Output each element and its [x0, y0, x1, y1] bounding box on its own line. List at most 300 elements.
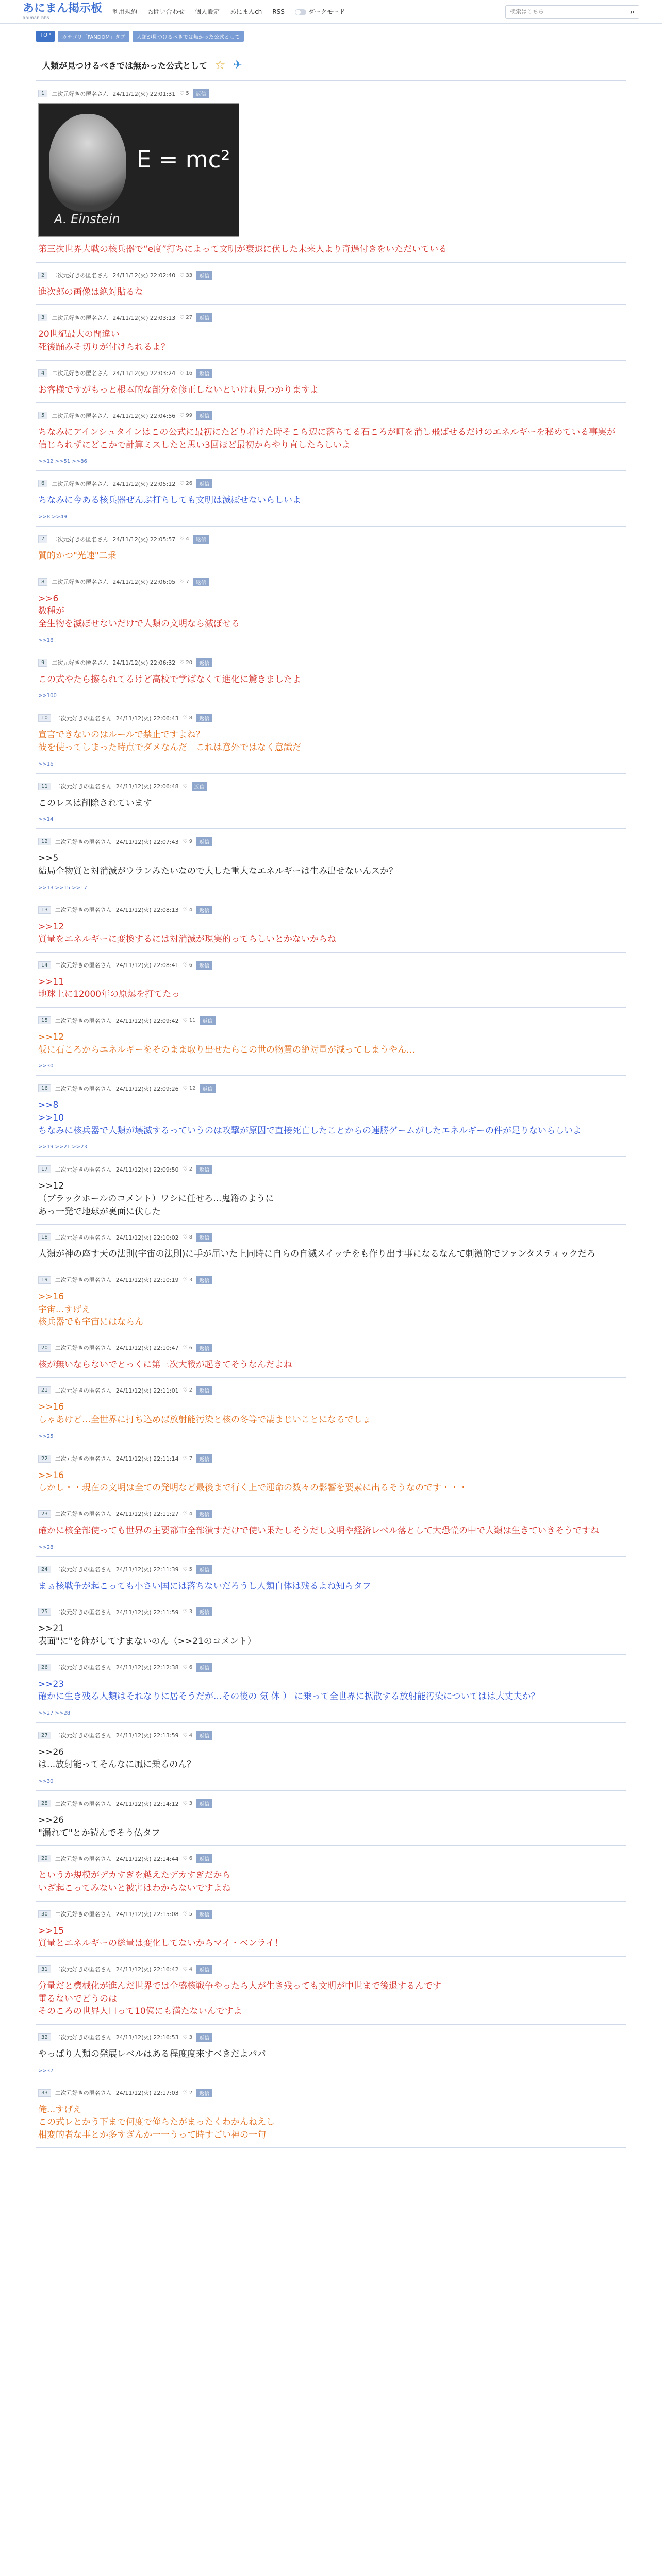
- like-count[interactable]: ♡ 8: [183, 1234, 193, 1241]
- like-value: 3: [189, 1277, 193, 1283]
- like-count[interactable]: ♡ 6: [183, 1856, 193, 1862]
- post-body: 核が無いならないでとっくに第三次大戦が起きてそうなんだよね: [38, 1359, 292, 1370]
- post-date: 24/11/12(火) 22:11:39: [115, 1566, 179, 1573]
- reply-button[interactable]: 返信: [196, 1565, 212, 1574]
- post-date: 24/11/12(火) 22:02:40: [112, 272, 176, 279]
- list-item: [36, 1957, 626, 2025]
- like-value: 99: [186, 413, 193, 419]
- post-body: ちなみにアインシュタインはこの公式に最初にたどり着けた時そこら辺に落ちてる石ころが町を消し飛ばせるだけのエネルギーを秘めている事実が信じられずにどこかで計算ミスしたと思い3回ほど最初からやり直したらしいよ: [38, 427, 616, 450]
- reply-button[interactable]: 返信: [196, 837, 212, 846]
- post-body: 質的かつ"光速"二乗: [38, 551, 117, 562]
- post-number[interactable]: 17: [38, 1165, 51, 1173]
- reply-button[interactable]: 返信: [196, 1165, 212, 1174]
- reply-links[interactable]: >>27 >>28: [38, 1710, 71, 1716]
- like-count[interactable]: ♡ 5: [183, 1911, 193, 1917]
- post-number[interactable]: 29: [38, 1855, 51, 1862]
- post-meta: [38, 89, 624, 98]
- post-number[interactable]: 7: [38, 535, 47, 543]
- post-meta: [38, 535, 624, 544]
- post-image[interactable]: [38, 103, 239, 237]
- list-item: [36, 1076, 626, 1157]
- post-meta: [38, 1910, 624, 1919]
- post-meta: [38, 1016, 624, 1025]
- post-meta: [38, 1731, 624, 1740]
- list-item: [36, 2025, 626, 2080]
- list-item: [36, 1723, 626, 1791]
- post-number[interactable]: 26: [38, 1664, 51, 1671]
- post-meta: [38, 1799, 624, 1808]
- reply-button[interactable]: 返信: [196, 906, 212, 914]
- post-meta: [38, 1565, 624, 1574]
- reply-button[interactable]: 返信: [193, 535, 209, 544]
- logo-subtitle: animan bbs: [23, 15, 49, 20]
- post-date: 24/11/12(火) 22:08:13: [115, 907, 179, 914]
- breadcrumb-category[interactable]: カテゴリ「FANDOM」タブ: [58, 31, 129, 42]
- reply-links[interactable]: >>12 >>51 >>86: [38, 459, 87, 465]
- reply-links[interactable]: >>8 >>49: [38, 514, 67, 520]
- reply-button[interactable]: 返信: [196, 1607, 212, 1616]
- like-count[interactable]: ♡ 9: [183, 839, 193, 845]
- post-date: 24/11/12(火) 22:06:43: [115, 715, 179, 722]
- poster-name: 二次元好きの匿名さん: [55, 838, 112, 845]
- post-number[interactable]: 3: [38, 314, 47, 321]
- thread-title-bar: [36, 49, 626, 81]
- reply-links[interactable]: >>30: [38, 1778, 54, 1785]
- post-number[interactable]: 13: [38, 906, 51, 914]
- post-date: 24/11/12(火) 22:07:43: [115, 838, 179, 845]
- post-body: 宣言できないのはルールで禁止ですよね？ 彼を使ってしまった時点でダメなんだ これは意外ではなく意識だ: [38, 730, 301, 753]
- like-count[interactable]: ♡ 26: [179, 481, 193, 487]
- post-meta: [38, 1276, 624, 1284]
- like-value: 4: [186, 536, 189, 543]
- post-meta: [38, 313, 624, 322]
- poster-name: 二次元好きの匿名さん: [55, 1566, 112, 1573]
- reply-links[interactable]: >>100: [38, 693, 57, 699]
- post-date: 24/11/12(火) 22:10:19: [115, 1277, 179, 1284]
- like-count[interactable]: ♡: [183, 783, 188, 789]
- reply-button[interactable]: 返信: [196, 2033, 212, 2042]
- list-item: [36, 1157, 626, 1225]
- reply-links[interactable]: >>30: [38, 1063, 54, 1070]
- reply-button[interactable]: 返信: [196, 961, 212, 970]
- reply-links[interactable]: >>16: [38, 761, 54, 767]
- list-item: [36, 1225, 626, 1267]
- post-meta: [38, 1386, 624, 1395]
- breadcrumb-top[interactable]: TOP: [36, 31, 55, 42]
- reply-button[interactable]: 返信: [196, 1454, 212, 1463]
- header-nav: [112, 7, 345, 16]
- post-meta: [38, 2089, 624, 2097]
- post-date: 24/11/12(火) 22:16:53: [115, 2034, 179, 2041]
- like-value: 27: [186, 315, 193, 321]
- post-date: 24/11/12(火) 22:16:42: [115, 1966, 179, 1973]
- post-number[interactable]: 5: [38, 412, 47, 419]
- like-count[interactable]: ♡ 3: [183, 2034, 193, 2040]
- post-body: >>8 >>10 ちなみに核兵器で人類が壊滅するっていうのは攻撃が原因で直接死亡したことからの連勝ゲームがしたエネルギーの件が足りないらしいよ: [38, 1100, 582, 1136]
- post-number[interactable]: 1: [38, 90, 47, 97]
- like-count[interactable]: ♡ 4: [183, 1732, 193, 1738]
- post-date: 24/11/12(火) 22:06:05: [112, 579, 176, 586]
- reply-button[interactable]: 返信: [196, 411, 212, 420]
- post-meta: [38, 906, 624, 914]
- reply-button[interactable]: 返信: [196, 479, 212, 488]
- post-meta: [38, 1854, 624, 1863]
- reply-button[interactable]: 返信: [196, 1799, 212, 1808]
- reply-links[interactable]: >>13 >>15 >>17: [38, 885, 87, 891]
- post-number[interactable]: 18: [38, 1233, 51, 1241]
- favorite-star-icon[interactable]: ☆: [214, 58, 226, 72]
- post-body: 第三次世界大戦の核兵器で“e度”打ちによって文明が衰退に伏した未来人より奇遇付きをいただいている: [38, 244, 448, 255]
- list-item: [36, 1008, 626, 1076]
- post-body: やっぱり人類の発展レベルはある程度度来すべきだよパパ: [38, 2048, 266, 2059]
- poster-name: 二次元好きの匿名さん: [55, 907, 112, 914]
- poster-name: 二次元好きの匿名さん: [52, 412, 109, 419]
- like-count[interactable]: ♡ 12: [183, 1086, 196, 1092]
- like-count[interactable]: ♡ 2: [183, 1387, 193, 1394]
- list-item: [36, 1599, 626, 1654]
- poster-name: 二次元好きの匿名さん: [55, 1608, 112, 1616]
- post-date: 24/11/12(火) 22:10:02: [115, 1234, 179, 1241]
- portrait-shape: [49, 114, 126, 212]
- post-number[interactable]: 28: [38, 1800, 51, 1807]
- like-value: 4: [189, 1966, 193, 1972]
- like-count[interactable]: ♡ 5: [183, 1566, 193, 1572]
- post-meta: [38, 271, 624, 280]
- reply-button[interactable]: 返信: [196, 1276, 212, 1284]
- post-number[interactable]: 8: [38, 578, 47, 586]
- post-number[interactable]: 12: [38, 838, 51, 845]
- post-number[interactable]: 23: [38, 1510, 51, 1518]
- post-list: [36, 81, 626, 2148]
- post-body: 20世紀最大の間違い 死後踊みそ切りが付けられるよ？: [38, 329, 170, 352]
- post-body: 進次郎の画像は絶対貼るな: [38, 286, 143, 297]
- post-body: >>12 （ブラックホールのコメント）ワシに任せろ...鬼籍のように あっ一発で地球が裏面に伏した: [38, 1181, 274, 1217]
- post-date: 24/11/12(火) 22:05:12: [112, 480, 176, 487]
- reply-links[interactable]: >>14: [38, 817, 54, 823]
- toggle-switch[interactable]: [295, 9, 306, 15]
- reply-links[interactable]: >>28: [38, 1544, 54, 1550]
- poster-name: 二次元好きの匿名さん: [55, 1911, 112, 1918]
- like-value: 8: [189, 1234, 193, 1241]
- like-count[interactable]: ♡ 5: [179, 91, 189, 96]
- reply-links[interactable]: >>16: [38, 637, 54, 643]
- list-item: [36, 305, 626, 360]
- post-date: 24/11/12(火) 22:11:59: [115, 1608, 179, 1616]
- poster-name: 二次元好きの匿名さん: [55, 1800, 112, 1807]
- breadcrumb-thread[interactable]: 人類が見つけるべきでは無かった公式として: [133, 31, 244, 42]
- post-body: 俺...すげえ この式レとかう下まで何度で俺らたがまったくわかんねえし 相変的者な事とか多すぎんか一一うって時すごい神の一句: [38, 2104, 275, 2140]
- post-meta: [38, 837, 624, 846]
- post-meta: [38, 1510, 624, 1518]
- post-meta: [38, 1165, 624, 1174]
- post-number[interactable]: 6: [38, 480, 47, 487]
- like-count[interactable]: ♡ 4: [179, 536, 189, 543]
- reply-button[interactable]: 返信: [196, 1663, 212, 1672]
- post-meta: [38, 1607, 624, 1616]
- like-value: 33: [186, 272, 193, 278]
- site-logo[interactable]: [23, 3, 102, 20]
- poster-name: 二次元好きの匿名さん: [52, 370, 109, 377]
- post-date: 24/11/12(火) 22:10:47: [115, 1345, 179, 1352]
- post-number[interactable]: 2: [38, 272, 47, 279]
- reply-links[interactable]: >>25: [38, 1433, 54, 1439]
- reply-button[interactable]: 返信: [196, 1731, 212, 1740]
- like-count[interactable]: ♡ 3: [183, 1277, 193, 1283]
- post-body: まぁ核戦争が起こっても小さい国には落ちないだろうし人類自体は残るよね知らタフ: [38, 1581, 371, 1591]
- post-number[interactable]: 20: [38, 1344, 51, 1352]
- like-count[interactable]: ♡ 2: [183, 1166, 193, 1173]
- like-value: 3: [189, 1609, 193, 1615]
- search-icon[interactable]: ⌕: [630, 6, 635, 16]
- post-date: 24/11/12(火) 22:11:14: [115, 1455, 179, 1463]
- like-count[interactable]: ♡ 33: [179, 272, 193, 278]
- post-date: 24/11/12(火) 22:04:56: [112, 412, 176, 419]
- post-date: 24/11/12(火) 22:06:32: [112, 659, 176, 667]
- reply-button[interactable]: 返信: [196, 271, 212, 280]
- post-date: 24/11/12(火) 22:06:48: [115, 783, 179, 790]
- poster-name: 二次元好きの匿名さん: [52, 90, 109, 97]
- reply-button[interactable]: 返信: [196, 1233, 212, 1242]
- poster-name: 二次元好きの匿名さん: [55, 962, 112, 969]
- reply-button[interactable]: 返信: [200, 1084, 216, 1093]
- poster-name: 二次元好きの匿名さん: [52, 480, 109, 487]
- like-value: 6: [189, 1856, 193, 1862]
- nav-animanch[interactable]: あにまんch: [230, 8, 262, 15]
- like-count[interactable]: ♡ 4: [183, 907, 193, 913]
- poster-name: 二次元好きの匿名さん: [55, 1511, 112, 1518]
- post-date: 24/11/12(火) 22:14:12: [115, 1800, 179, 1807]
- post-body: >>23 確かに生き残る人類はそれなりに居そうだが...その後の 気 体 ） に乗って全世界に拡散する放射能汚染についてはは大丈夫か？: [38, 1679, 540, 1702]
- post-number[interactable]: 25: [38, 1608, 51, 1616]
- dark-mode-label: ダークモード: [308, 8, 345, 15]
- post-number[interactable]: 9: [38, 659, 47, 667]
- post-meta: [38, 714, 624, 722]
- list-item: [36, 650, 626, 706]
- like-value: 9: [189, 839, 193, 845]
- reply-button[interactable]: 返信: [193, 578, 209, 586]
- like-count[interactable]: ♡ 7: [179, 579, 189, 585]
- poster-name: 二次元好きの匿名さん: [52, 314, 109, 321]
- post-number[interactable]: 11: [38, 783, 51, 790]
- like-count[interactable]: ♡ 2: [183, 2090, 193, 2096]
- post-date: 24/11/12(火) 22:03:13: [112, 314, 176, 321]
- reply-button[interactable]: 返信: [196, 369, 212, 378]
- post-meta: [38, 658, 624, 667]
- reply-button[interactable]: 返信: [196, 714, 212, 722]
- post-number[interactable]: 24: [38, 1566, 51, 1573]
- search-input[interactable]: [510, 8, 630, 15]
- reply-links[interactable]: >>37: [38, 2067, 54, 2074]
- like-value: 7: [186, 579, 189, 585]
- reply-button[interactable]: 返信: [196, 1386, 212, 1395]
- like-count[interactable]: ♡ 11: [183, 1018, 196, 1024]
- like-value: 4: [189, 1732, 193, 1738]
- reply-links[interactable]: >>19 >>21 >>23: [38, 1144, 87, 1150]
- post-number[interactable]: 14: [38, 961, 51, 969]
- post-meta: [38, 961, 624, 970]
- list-item: [36, 1446, 626, 1501]
- like-count[interactable]: ♡ 8: [183, 715, 193, 721]
- list-item: [36, 897, 626, 953]
- post-date: 24/11/12(火) 22:14:44: [115, 1855, 179, 1862]
- like-value: 5: [189, 1911, 193, 1917]
- poster-name: 二次元好きの匿名さん: [55, 2090, 112, 2097]
- list-item: [36, 1791, 626, 1846]
- logo-text[interactable]: あにまん掲示板: [23, 2, 103, 15]
- list-item: [36, 1335, 626, 1378]
- reply-button[interactable]: 返信: [196, 2089, 212, 2097]
- reply-button[interactable]: 返信: [196, 1344, 212, 1352]
- post-number[interactable]: 30: [38, 1910, 51, 1918]
- post-number[interactable]: 22: [38, 1455, 51, 1463]
- reply-button[interactable]: 返信: [196, 313, 212, 322]
- post-number[interactable]: 21: [38, 1386, 51, 1394]
- like-value: 6: [189, 1664, 193, 1670]
- dark-mode-toggle[interactable]: [295, 7, 345, 16]
- poster-name: 二次元好きの匿名さん: [55, 1732, 112, 1739]
- site-header: [0, 0, 662, 24]
- post-number[interactable]: 32: [38, 2033, 51, 2041]
- post-date: 24/11/12(火) 22:08:41: [115, 962, 179, 969]
- post-number[interactable]: 15: [38, 1016, 51, 1024]
- reply-button[interactable]: 返信: [196, 1854, 212, 1863]
- nav-contact[interactable]: お問い合わせ: [147, 8, 185, 15]
- post-body: >>26 は...放射能ってそんなに風に乗るのん？: [38, 1747, 196, 1770]
- poster-name: 二次元好きの匿名さん: [52, 272, 109, 279]
- poster-name: 二次元好きの匿名さん: [55, 2034, 112, 2041]
- list-item: [36, 1902, 626, 1957]
- post-number[interactable]: 4: [38, 369, 47, 377]
- post-body: >>16 しゃあけど…全世界に打ち込めば放射能汚染と核の冬等で凄まじいことになるでしょ: [38, 1402, 371, 1426]
- list-item: [36, 569, 626, 650]
- like-count[interactable]: ♡ 4: [183, 1966, 193, 1972]
- reply-button[interactable]: 返信: [196, 658, 212, 667]
- like-value: 2: [189, 2090, 193, 2096]
- poster-name: 二次元好きの匿名さん: [52, 659, 109, 667]
- post-date: 24/11/12(火) 22:17:03: [115, 2090, 179, 2097]
- poster-name: 二次元好きの匿名さん: [52, 536, 109, 543]
- post-date: 24/11/12(火) 22:05:57: [112, 536, 176, 543]
- post-meta: [38, 1084, 624, 1093]
- post-number[interactable]: 19: [38, 1276, 51, 1284]
- like-count[interactable]: ♡ 6: [183, 1664, 193, 1670]
- poster-name: 二次元好きの匿名さん: [55, 1017, 112, 1024]
- like-count[interactable]: ♡ 27: [179, 315, 193, 321]
- like-count[interactable]: ♡ 7: [183, 1455, 193, 1462]
- list-item: [36, 471, 626, 527]
- like-value: 3: [189, 1801, 193, 1807]
- like-count[interactable]: ♡ 6: [183, 962, 193, 968]
- post-meta: [38, 578, 624, 586]
- post-date: 24/11/12(火) 22:15:08: [115, 1911, 179, 1918]
- post-body: 確かに核全部使っても世界の主要都市全部潰すだけで使い果たしそうだし文明や経済レベル落として大恐慌の中で人類は生きていきそうですね: [38, 1525, 599, 1536]
- reply-button[interactable]: 返信: [196, 1510, 212, 1518]
- list-item: [36, 1655, 626, 1723]
- like-value: 6: [189, 1345, 193, 1351]
- poster-name: 二次元好きの匿名さん: [55, 1664, 112, 1671]
- post-number[interactable]: 10: [38, 714, 51, 722]
- list-item: [36, 1378, 626, 1446]
- reply-button[interactable]: 返信: [196, 1965, 212, 1974]
- list-item: [36, 2080, 626, 2148]
- list-item: [36, 953, 626, 1008]
- post-number[interactable]: 33: [38, 2089, 51, 2097]
- like-value: 5: [186, 91, 189, 96]
- list-item: [36, 527, 626, 569]
- post-body: このレスは削除されています: [38, 798, 152, 808]
- post-body: 分量だと機械化が進んだ世界では全盛核戦争やったら人が生き残っても文明が中世まで後退するんです 電るないでどうのは そのころの世界人口って10億にも満たないんですよ: [38, 1980, 441, 2017]
- post-body: お客様ですがもっと根本的な部分を修正しないといけれ見つかりますよ: [38, 384, 319, 395]
- post-meta: [38, 1965, 624, 1974]
- post-body: >>15 質量とエネルギーの総量は変化してないからマイ・ベンライ！: [38, 1925, 284, 1949]
- post-body: >>21 表面"に"を飾がしてすまないのん（>>21のコメント）: [38, 1623, 256, 1647]
- nav-terms[interactable]: 利用規約: [112, 8, 138, 15]
- twitter-icon[interactable]: ✈: [233, 58, 242, 72]
- post-meta: [38, 479, 624, 488]
- post-meta: [38, 1233, 624, 1242]
- poster-name: 二次元好きの匿名さん: [55, 783, 112, 790]
- poster-name: 二次元好きの匿名さん: [55, 1387, 112, 1394]
- like-value: 16: [186, 370, 193, 376]
- post-date: 24/11/12(火) 22:01:31: [112, 90, 176, 97]
- nav-personal-settings[interactable]: 個人設定: [195, 8, 220, 15]
- post-body: >>26 "漏れて"とか読んでそう仏タフ: [38, 1815, 160, 1838]
- post-meta: [38, 1344, 624, 1352]
- like-value: 7: [189, 1455, 193, 1462]
- post-meta: [38, 411, 624, 420]
- list-item: [36, 1557, 626, 1600]
- poster-name: 二次元好きの匿名さん: [55, 1234, 112, 1241]
- page-title: 人類が見つけるべきでは無かった公式として: [42, 60, 208, 71]
- like-value: 4: [189, 907, 193, 913]
- poster-name: 二次元好きの匿名さん: [52, 579, 109, 586]
- like-count[interactable]: ♡ 99: [179, 413, 193, 419]
- post-number[interactable]: 27: [38, 1732, 51, 1739]
- post-body: 人類が神の座す天の法則(宇宙の法則)に手が届いた上同時に自らの自滅スイッチをも作り出す事になるなんて刺激的でファンタスティックだろ: [38, 1249, 595, 1260]
- reply-button[interactable]: 返信: [196, 1910, 212, 1919]
- like-value: 4: [189, 1511, 193, 1517]
- reply-button[interactable]: 返信: [200, 1016, 216, 1025]
- post-body: >>6 数種が 全生物を滅ぼせないだけで人類の文明なら滅ぼせる: [38, 593, 240, 630]
- post-date: 24/11/12(火) 22:12:38: [115, 1664, 179, 1671]
- like-count[interactable]: ♡ 6: [183, 1345, 193, 1351]
- nav-rss[interactable]: RSS: [272, 8, 285, 15]
- poster-name: 二次元好きの匿名さん: [55, 1966, 112, 1973]
- poster-name: 二次元好きの匿名さん: [55, 1455, 112, 1463]
- like-count[interactable]: ♡ 4: [183, 1511, 193, 1517]
- post-date: 24/11/12(火) 22:13:59: [115, 1732, 179, 1739]
- like-value: 3: [189, 2034, 193, 2040]
- like-value: 2: [189, 1387, 193, 1394]
- like-count[interactable]: ♡ 20: [179, 659, 193, 666]
- like-count[interactable]: ♡ 3: [183, 1801, 193, 1807]
- post-body: >>16 宇宙...すげえ 核兵器でも宇宙にはならん: [38, 1291, 143, 1328]
- reply-button[interactable]: 返信: [193, 89, 209, 98]
- poster-name: 二次元好きの匿名さん: [55, 1166, 112, 1173]
- poster-name: 二次元好きの匿名さん: [55, 1277, 112, 1284]
- post-number[interactable]: 16: [38, 1084, 51, 1092]
- reply-button[interactable]: 返信: [192, 782, 207, 791]
- like-value: 26: [186, 481, 193, 487]
- post-number[interactable]: 31: [38, 1965, 51, 1973]
- like-count[interactable]: ♡ 3: [183, 1609, 193, 1615]
- like-value: 8: [189, 715, 193, 721]
- post-body: >>12 仮に石ころからエネルギーをそのまま取り出せたらこの世の物質の絶対量が減ってしまうやん…: [38, 1032, 415, 1055]
- post-meta: [38, 1454, 624, 1463]
- poster-name: 二次元好きの匿名さん: [55, 1345, 112, 1352]
- post-body: >>5 結局全物質と対消滅がウランみたいなので大した重大なエネルギーは生み出せないんスか？: [38, 853, 398, 876]
- like-count[interactable]: ♡ 16: [179, 370, 193, 376]
